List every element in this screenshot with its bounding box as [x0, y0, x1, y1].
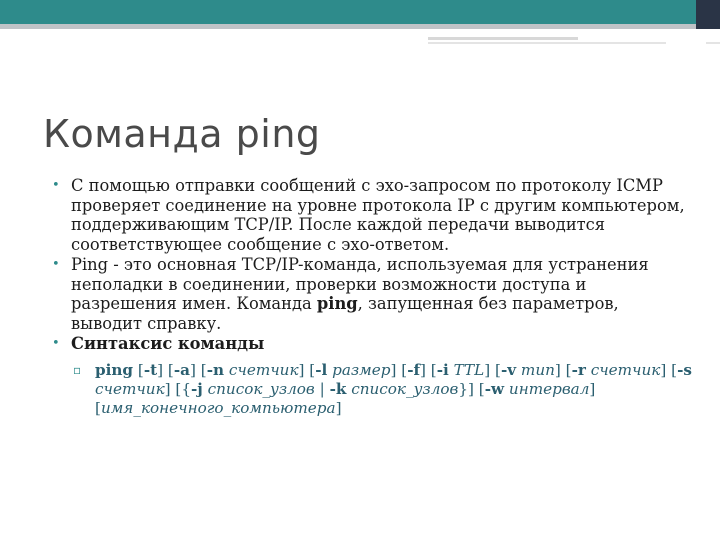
- syntax-switch: -n: [206, 361, 225, 380]
- syntax-line: [95, 361, 697, 417]
- sub-bullet-list: [71, 361, 692, 417]
- syntax-param: счетчик: [590, 361, 661, 380]
- bullet-text-2-after: , запущенная без параметров, выводит справку.: [71, 294, 619, 333]
- syntax-punct: ] [: [95, 380, 601, 417]
- slide-content: [52, 176, 692, 418]
- syntax-punct: ] [: [420, 361, 437, 380]
- syntax-param: список_узлов: [207, 380, 315, 399]
- header-rule-gray: [0, 24, 696, 29]
- syntax-param: интервал: [508, 380, 590, 399]
- syntax-switch: -v: [500, 361, 517, 380]
- syntax-switch: -t: [143, 361, 158, 380]
- bullet-list: [52, 176, 692, 418]
- bullet-text-3: Синтаксис команды: [71, 333, 265, 353]
- decor-line-short: [428, 37, 578, 40]
- syntax-switch: -l: [315, 361, 328, 380]
- header-band-teal: [0, 0, 696, 24]
- syntax-punct: |: [314, 380, 330, 399]
- syntax-switch: -f: [407, 361, 421, 380]
- syntax-punct: ] [: [298, 361, 316, 380]
- syntax-param: счетчик: [95, 380, 165, 399]
- syntax-switch: -r: [571, 361, 586, 380]
- syntax-switch: -w: [484, 380, 505, 399]
- syntax-punct: ] [{: [164, 380, 191, 399]
- syntax-punct: [692, 361, 697, 379]
- syntax-punct: ]: [335, 398, 342, 417]
- syntax-param: TTL: [453, 361, 485, 380]
- syntax-switch: ping: [95, 361, 134, 380]
- square-bullet-icon: •: [52, 178, 60, 193]
- syntax-punct: ] [: [660, 361, 678, 380]
- header-rule-corner: [696, 24, 720, 29]
- bullet-item-1: [52, 176, 692, 255]
- hollow-square-bullet-icon: ▫: [73, 363, 82, 378]
- header-band-corner: [696, 0, 720, 24]
- bullet-text-2: [71, 255, 692, 334]
- slide-title: Команда ping: [43, 112, 321, 156]
- syntax-param: размер: [332, 361, 391, 380]
- syntax-punct: ] [: [554, 361, 572, 380]
- square-bullet-icon: •: [52, 256, 60, 272]
- syntax-switch: -j: [191, 380, 203, 399]
- bullet-item-2: [52, 255, 692, 334]
- syntax-punct: }] [: [458, 380, 485, 399]
- syntax-switch: -a: [173, 361, 190, 380]
- bullet-text-2-before: Ping - это основная TCP/IP-команда, используемая для устранения неполадки в соединении, проверки возможности доступа и разрешения имен. Команда: [71, 254, 649, 314]
- syntax-switch: -s: [677, 361, 692, 380]
- bullet-text-1: С помощью отправки сообщений с эхо-запросом по протоколу ICMP проверяет соединение на уровне протокола IP с другим компьютером, поддерживающим TCP/IP. После каждой передачи выводится соответствующее сообщение с эхо-ответом.: [71, 176, 685, 255]
- header-band: [0, 0, 720, 30]
- syntax-punct: ] [: [484, 361, 501, 380]
- syntax-param: счетчик: [228, 361, 299, 380]
- square-bullet-icon: •: [52, 335, 60, 351]
- syntax-switch: -i: [436, 361, 449, 380]
- syntax-item: [71, 361, 692, 417]
- syntax-punct: ] [: [190, 361, 207, 380]
- syntax-switch: -k: [329, 380, 347, 399]
- syntax-punct: ] [: [390, 361, 408, 380]
- syntax-param: тип: [520, 361, 555, 380]
- syntax-param: список_узлов: [351, 380, 459, 399]
- decor-line-corner: [706, 42, 720, 44]
- syntax-punct: [: [133, 361, 144, 380]
- syntax-punct: ] [: [157, 361, 174, 380]
- decor-line-long: [428, 42, 666, 44]
- syntax-param: имя_конечного_компьютера: [100, 398, 336, 417]
- bullet-text-2-command: ping: [316, 294, 358, 314]
- bullet-item-3: [52, 334, 692, 418]
